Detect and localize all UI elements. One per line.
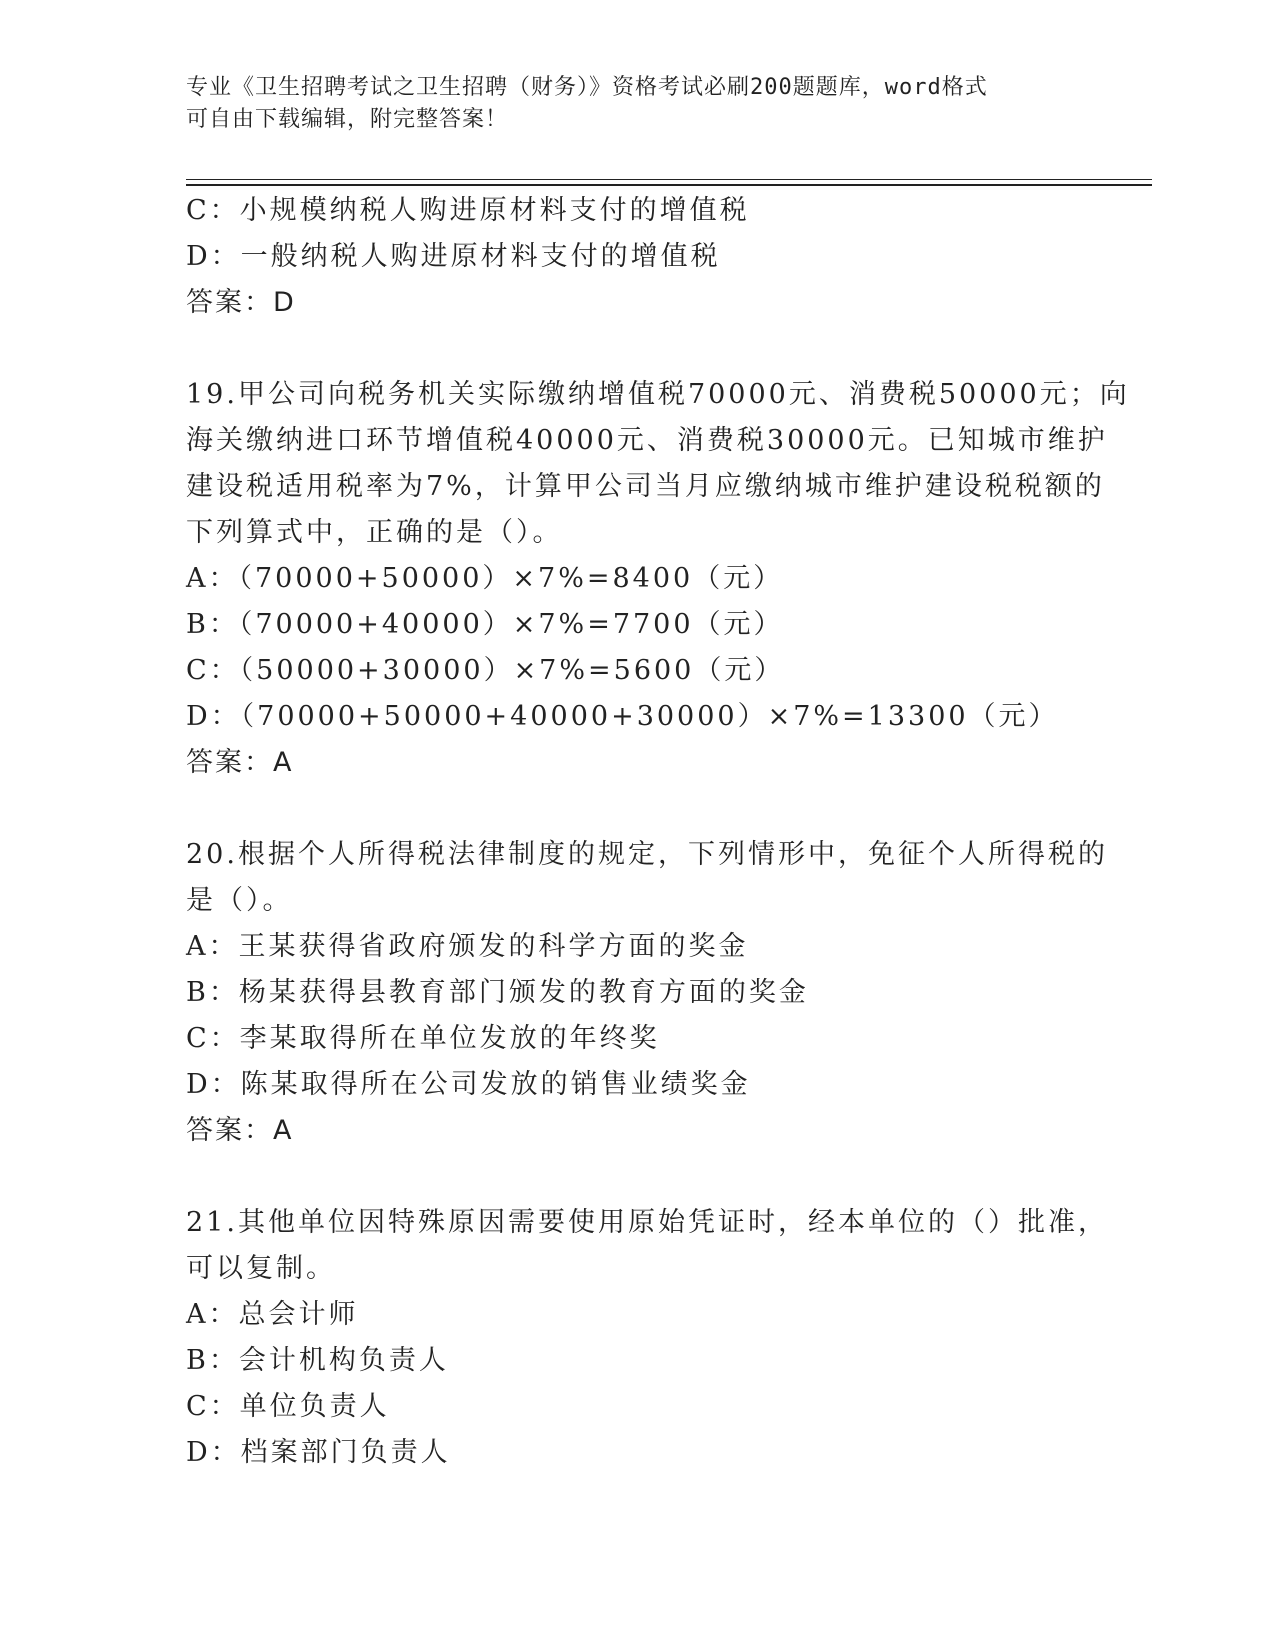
question-18-tail: [186, 188, 1086, 326]
q21-option-b: B：会计机构负责人: [186, 1345, 449, 1376]
q18-option-c: C：小规模纳税人购进原材料支付的增值税: [186, 195, 750, 226]
q19-stem-line-2: 海关缴纳进口环节增值税40000元、消费税30000元。已知城市维护: [186, 425, 1108, 456]
spacer: [186, 326, 1086, 372]
spacer: [186, 1154, 1086, 1200]
header-line-2: 可自由下载编辑，附完整答案！: [186, 107, 509, 132]
q20-option-d: D：陈某取得所在公司发放的销售业绩奖金: [186, 1069, 751, 1100]
document-header: [186, 72, 1086, 136]
q20-stem-line-2: 是（）。: [186, 885, 293, 916]
question-19: [186, 372, 1130, 786]
q18-option-d: D：一般纳税人购进原材料支付的增值税: [186, 241, 721, 272]
q20-option-c: C：李某取得所在单位发放的年终奖: [186, 1023, 660, 1054]
q19-stem-line-1: 19.甲公司向税务机关实际缴纳增值税70000元、消费税50000元；向: [186, 379, 1130, 410]
q21-stem-line-1: 21.其他单位因特殊原因需要使用原始凭证时，经本单位的（）批准，: [186, 1207, 1108, 1238]
q19-option-c: C：（50000+30000）×7%=5600（元）: [186, 655, 785, 686]
q20-option-b: B：杨某获得县教育部门颁发的教育方面的奖金: [186, 977, 809, 1008]
q19-stem-line-3: 建设税适用税率为7%，计算甲公司当月应缴纳城市维护建设税税额的: [186, 471, 1105, 502]
q20-stem-line-1: 20.根据个人所得税法律制度的规定，下列情形中，免征个人所得税的: [186, 839, 1108, 870]
question-21: [186, 1200, 1108, 1476]
header-divider-thick: [186, 184, 1152, 186]
q21-option-a: A：总会计师: [186, 1299, 359, 1330]
q20-option-a: A：王某获得省政府颁发的科学方面的奖金: [186, 931, 749, 962]
q19-answer: 答案：A: [186, 747, 294, 778]
question-20: [186, 832, 1108, 1154]
q19-option-d: D：（70000+50000+40000+30000）×7%=13300（元）: [186, 701, 1059, 732]
q19-option-b: B：（70000+40000）×7%=7700（元）: [186, 609, 784, 640]
q19-option-a: A：（70000+50000）×7%=8400（元）: [186, 563, 784, 594]
q21-stem-line-2: 可以复制。: [186, 1253, 336, 1284]
q19-stem-line-4: 下列算式中，正确的是（）。: [186, 517, 563, 548]
question-content: [186, 188, 1130, 1476]
q21-option-c: C：单位负责人: [186, 1391, 390, 1422]
spacer: [186, 786, 1086, 832]
q18-answer: 答案：D: [186, 287, 296, 318]
q20-answer: 答案：A: [186, 1115, 294, 1146]
header-line-1: 专业《卫生招聘考试之卫生招聘（财务）》资格考试必刷200题题库，word格式: [186, 75, 988, 100]
header-divider-thin: [186, 179, 1152, 180]
q21-option-d: D：档案部门负责人: [186, 1437, 451, 1468]
